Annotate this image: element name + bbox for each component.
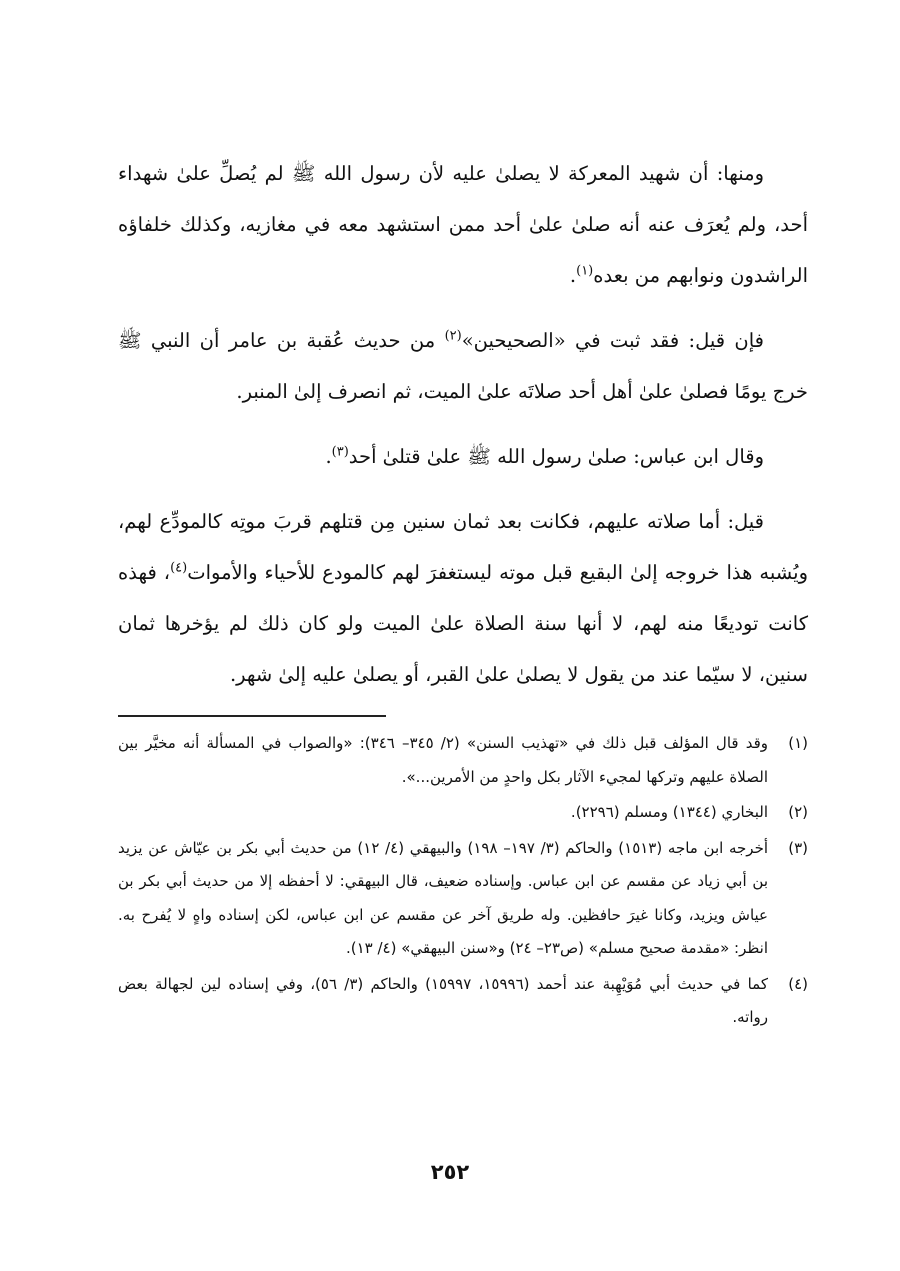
footnote-2	[118, 796, 808, 830]
footnotes-section	[118, 727, 808, 1035]
paragraph-text: وقال ابن عباس: صلىٰ رسول الله ﷺ علىٰ قتلىٰ أحد	[348, 445, 764, 468]
footnote-text: أخرجه ابن ماجه (١٥١٣) والحاكم (٣/ ١٩٧– ١٩٨) والبيهقي (٤/ ١٢) من حديث أبي بكر بن عيّاش عن يزيد بن أبي زياد عن مقسم عن ابن عباس. وإسناده ضعيف، قال البيهقي: لا أحفظه إلا من حديث أبي بكر بن عياش ويزيد، وكانا غيرَ حافظين. وله طريق آخر عن مقسم عن ابن عباس، لكن إسناده واهٍ لا يُفرح به. انظر: «مقدمة صحيح مسلم» (ص٢٣– ٢٤) و«سنن البيهقي» (٤/ ١٣).	[118, 838, 769, 957]
paragraph-tail: ، فهذه كانت توديعًا منه لهم، لا أنها سنة الصلاة علىٰ الميت ولو كان ذلك لم يؤخرها ثمان سنين، لا سيّما عند من يقول لا يصلىٰ علىٰ القبر، أو يصلىٰ عليه إلىٰ شهر.	[118, 561, 808, 686]
footnote-1	[118, 727, 808, 794]
paragraph-text: قيل: أما صلاته عليهم، فكانت بعد ثمان سنين مِن قتلهم قربَ موتِه كالمودِّع لهم، ويُشبه هذا خروجه إلىٰ البقيع قبل موته ليستغفرَ لهم كالمودع للأحياء والأموات	[118, 510, 808, 584]
paragraph-4	[118, 496, 808, 700]
paragraph-1	[118, 148, 808, 301]
page-number: ٢٥٢	[430, 1160, 470, 1184]
footnote-text: البخاري (١٣٤٤) ومسلم (٢٢٩٦).	[570, 803, 768, 821]
paragraph-tail: .	[325, 445, 332, 468]
footnote-4	[118, 968, 808, 1035]
paragraph-text: ومنها: أن شهيد المعركة لا يصلىٰ عليه لأن رسول الله ﷺ لم يُصلِّ علىٰ شهداء أحد، ولم يُعرَف عنه أنه صلىٰ علىٰ أحد ممن استشهد معه في مغازيه، وكذلك خلفاؤه الراشدون ونوابهم من بعده	[118, 162, 808, 287]
footnote-number: (٢)	[788, 803, 808, 821]
footnote-ref-2[interactable]: (٢)	[444, 328, 462, 344]
footnote-text: كما في حديث أبي مُوَيْهِبة عند أحمد (١٥٩٩٦، ١٥٩٩٧) والحاكم (٣/ ٥٦)، وفي إسناده لين لجهالة بعض رواته.	[118, 974, 768, 1026]
paragraph-text: فإن قيل: فقد ثبت في «الصحيحين»	[461, 329, 764, 352]
footnote-number: (٤)	[788, 974, 808, 993]
footnote-3	[118, 832, 808, 966]
paragraph-2	[118, 315, 808, 417]
footnote-ref-3[interactable]: (٣)	[331, 444, 349, 460]
footnote-separator	[118, 715, 386, 717]
footnote-ref-4[interactable]: (٤)	[170, 560, 188, 576]
footnote-number: (٣)	[788, 838, 808, 857]
paragraph-tail: من حديث عُقبة بن عامر أن النبي ﷺ خرج يومًا فصلىٰ علىٰ أهل أحد صلاتَه علىٰ الميت، ثم انصرف إلىٰ المنبر.	[118, 329, 808, 403]
footnote-ref-1[interactable]: (١)	[576, 263, 594, 279]
page-content	[118, 148, 808, 1037]
paragraph-tail: .	[569, 264, 577, 287]
paragraph-3	[118, 431, 808, 482]
footnote-number: (١)	[788, 734, 808, 752]
footnote-text: وقد قال المؤلف قبل ذلك في «تهذيب السنن» (٢/ ٣٤٥– ٣٤٦): «والصواب في المسألة أنه مخيَّر بين الصلاة عليهم وتركها لمجيء الآثار بكل واحدٍ من الأمرين...».	[118, 734, 768, 786]
